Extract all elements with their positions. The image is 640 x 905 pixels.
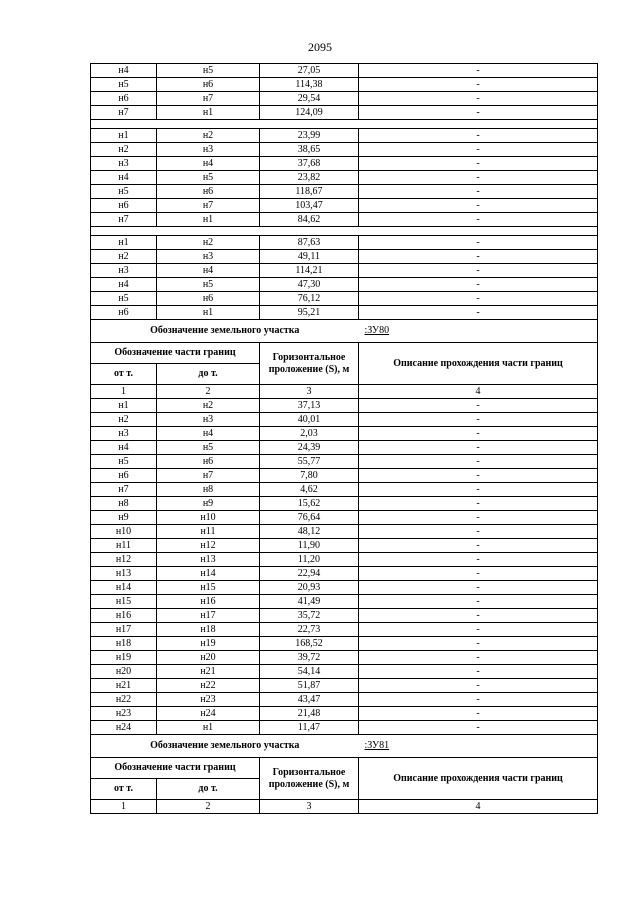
column-number: 3: [260, 800, 359, 814]
description-header: Описание прохождения части границ: [359, 758, 598, 800]
table-row: [91, 399, 598, 413]
table-row: [91, 707, 598, 721]
to-point-cell: н5: [157, 171, 260, 185]
distance-cell: 35,72: [260, 609, 359, 623]
table-row: [91, 278, 598, 292]
column-number: 3: [260, 385, 359, 399]
from-point-cell: н17: [91, 623, 157, 637]
to-point-cell: н16: [157, 595, 260, 609]
from-point-cell: н14: [91, 581, 157, 595]
description-cell: -: [359, 92, 598, 106]
description-cell: -: [359, 595, 598, 609]
column-number: 2: [157, 800, 260, 814]
description-cell: -: [359, 427, 598, 441]
to-point-cell: н15: [157, 581, 260, 595]
to-point-cell: н1: [157, 306, 260, 320]
distance-cell: 29,54: [260, 92, 359, 106]
description-cell: -: [359, 721, 598, 735]
description-cell: -: [359, 171, 598, 185]
description-cell: -: [359, 306, 598, 320]
from-point-cell: н20: [91, 665, 157, 679]
from-point-cell: н6: [91, 306, 157, 320]
parcel-code: :ЗУ81: [359, 735, 598, 758]
distance-cell: 49,11: [260, 250, 359, 264]
distance-cell: 22,94: [260, 567, 359, 581]
parcel-designation-label: Обозначение земельного участка: [91, 735, 359, 758]
spacer-cell: [91, 227, 598, 236]
table-row: [91, 64, 598, 78]
table-row: [91, 525, 598, 539]
table-row: [91, 92, 598, 106]
table-row: [91, 721, 598, 735]
from-point-cell: н4: [91, 278, 157, 292]
distance-cell: 103,47: [260, 199, 359, 213]
distance-cell: 23,99: [260, 129, 359, 143]
table-row: [91, 483, 598, 497]
to-point-cell: н21: [157, 665, 260, 679]
from-point-cell: н5: [91, 78, 157, 92]
parcel-designation-row: [91, 320, 598, 343]
description-cell: -: [359, 143, 598, 157]
from-point-cell: н22: [91, 693, 157, 707]
group-spacer: [91, 227, 598, 236]
distance-cell: 114,21: [260, 264, 359, 278]
description-cell: -: [359, 609, 598, 623]
distance-cell: 47,30: [260, 278, 359, 292]
description-cell: -: [359, 665, 598, 679]
to-point-header: до т.: [157, 779, 260, 800]
distance-cell: 114,38: [260, 78, 359, 92]
parcel-designation-row: [91, 735, 598, 758]
table-row: [91, 497, 598, 511]
to-point-cell: н14: [157, 567, 260, 581]
to-point-cell: н19: [157, 637, 260, 651]
from-point-header: от т.: [91, 364, 157, 385]
to-point-cell: н6: [157, 185, 260, 199]
description-cell: -: [359, 637, 598, 651]
to-point-cell: н5: [157, 64, 260, 78]
table-header-row: [91, 758, 598, 779]
description-cell: -: [359, 707, 598, 721]
parcel-code: :ЗУ80: [359, 320, 598, 343]
distance-cell: 4,62: [260, 483, 359, 497]
table-row: [91, 567, 598, 581]
distance-cell: 22,73: [260, 623, 359, 637]
description-cell: -: [359, 679, 598, 693]
description-cell: -: [359, 539, 598, 553]
from-point-cell: н12: [91, 553, 157, 567]
to-point-cell: н7: [157, 469, 260, 483]
description-cell: -: [359, 264, 598, 278]
table-row: [91, 129, 598, 143]
from-point-cell: н3: [91, 427, 157, 441]
table-row: [91, 511, 598, 525]
from-point-cell: н7: [91, 213, 157, 227]
to-point-cell: н4: [157, 157, 260, 171]
table-row: [91, 623, 598, 637]
description-header: Описание прохождения части границ: [359, 343, 598, 385]
to-point-cell: н7: [157, 199, 260, 213]
distance-cell: 76,64: [260, 511, 359, 525]
from-point-cell: н5: [91, 185, 157, 199]
distance-cell: 2,03: [260, 427, 359, 441]
horizontal-distance-header: Горизонтальное проложение (S), м: [260, 758, 359, 800]
from-point-cell: н10: [91, 525, 157, 539]
description-cell: -: [359, 213, 598, 227]
distance-cell: 118,67: [260, 185, 359, 199]
table-row: [91, 665, 598, 679]
distance-cell: 23,82: [260, 171, 359, 185]
description-cell: -: [359, 292, 598, 306]
description-cell: -: [359, 106, 598, 120]
distance-cell: 37,13: [260, 399, 359, 413]
from-point-cell: н2: [91, 143, 157, 157]
to-point-cell: н9: [157, 497, 260, 511]
to-point-cell: н7: [157, 92, 260, 106]
description-cell: -: [359, 581, 598, 595]
from-point-cell: н15: [91, 595, 157, 609]
table-row: [91, 469, 598, 483]
to-point-cell: н22: [157, 679, 260, 693]
distance-cell: 95,21: [260, 306, 359, 320]
table-row: [91, 609, 598, 623]
to-point-cell: н2: [157, 236, 260, 250]
to-point-cell: н5: [157, 441, 260, 455]
table-row: [91, 553, 598, 567]
distance-cell: 24,39: [260, 441, 359, 455]
to-point-cell: н3: [157, 143, 260, 157]
distance-cell: 15,62: [260, 497, 359, 511]
description-cell: -: [359, 651, 598, 665]
to-point-cell: н11: [157, 525, 260, 539]
to-point-cell: н3: [157, 250, 260, 264]
table-row: [91, 413, 598, 427]
to-point-cell: н1: [157, 213, 260, 227]
from-point-cell: н2: [91, 413, 157, 427]
table-row: [91, 455, 598, 469]
to-point-cell: н5: [157, 278, 260, 292]
from-point-cell: н1: [91, 236, 157, 250]
from-point-cell: н7: [91, 483, 157, 497]
to-point-cell: н1: [157, 106, 260, 120]
description-cell: -: [359, 250, 598, 264]
table-row: [91, 171, 598, 185]
distance-cell: 37,68: [260, 157, 359, 171]
column-number: 2: [157, 385, 260, 399]
distance-cell: 40,01: [260, 413, 359, 427]
from-point-cell: н18: [91, 637, 157, 651]
description-cell: -: [359, 129, 598, 143]
description-cell: -: [359, 64, 598, 78]
to-point-cell: н20: [157, 651, 260, 665]
distance-cell: 38,65: [260, 143, 359, 157]
from-point-header: от т.: [91, 779, 157, 800]
table-row: [91, 427, 598, 441]
to-point-cell: н13: [157, 553, 260, 567]
from-point-cell: н5: [91, 292, 157, 306]
to-point-cell: н23: [157, 693, 260, 707]
table-row: [91, 250, 598, 264]
to-point-cell: н1: [157, 721, 260, 735]
boundary-table: [90, 63, 598, 814]
column-number: 1: [91, 385, 157, 399]
to-point-cell: н12: [157, 539, 260, 553]
parcel-designation-label: Обозначение земельного участка: [91, 320, 359, 343]
distance-cell: 27,05: [260, 64, 359, 78]
distance-cell: 7,80: [260, 469, 359, 483]
from-point-cell: н11: [91, 539, 157, 553]
description-cell: -: [359, 623, 598, 637]
description-cell: -: [359, 497, 598, 511]
description-cell: -: [359, 525, 598, 539]
distance-cell: 124,09: [260, 106, 359, 120]
description-cell: -: [359, 441, 598, 455]
to-point-cell: н6: [157, 455, 260, 469]
from-point-cell: н2: [91, 250, 157, 264]
description-cell: -: [359, 483, 598, 497]
from-point-cell: н1: [91, 399, 157, 413]
description-cell: -: [359, 553, 598, 567]
description-cell: -: [359, 236, 598, 250]
from-point-cell: н21: [91, 679, 157, 693]
table-row: [91, 143, 598, 157]
from-point-cell: н24: [91, 721, 157, 735]
horizontal-distance-header: Горизонтальное проложение (S), м: [260, 343, 359, 385]
distance-cell: 41,49: [260, 595, 359, 609]
from-point-cell: н4: [91, 64, 157, 78]
description-cell: -: [359, 511, 598, 525]
from-point-cell: н16: [91, 609, 157, 623]
description-cell: -: [359, 78, 598, 92]
spacer-cell: [91, 120, 598, 129]
column-number: 4: [359, 385, 598, 399]
table-row: [91, 441, 598, 455]
table-row: [91, 185, 598, 199]
distance-cell: 20,93: [260, 581, 359, 595]
description-cell: -: [359, 567, 598, 581]
distance-cell: 11,47: [260, 721, 359, 735]
from-point-cell: н19: [91, 651, 157, 665]
distance-cell: 51,87: [260, 679, 359, 693]
from-point-cell: н1: [91, 129, 157, 143]
table-row: [91, 581, 598, 595]
from-point-cell: н13: [91, 567, 157, 581]
to-point-cell: н6: [157, 78, 260, 92]
distance-cell: 168,52: [260, 637, 359, 651]
description-cell: -: [359, 185, 598, 199]
description-cell: -: [359, 413, 598, 427]
distance-cell: 11,90: [260, 539, 359, 553]
to-point-cell: н17: [157, 609, 260, 623]
table-row: [91, 693, 598, 707]
description-cell: -: [359, 399, 598, 413]
part-boundary-header: Обозначение части границ: [91, 758, 260, 779]
table-row: [91, 306, 598, 320]
distance-cell: 54,14: [260, 665, 359, 679]
from-point-cell: н9: [91, 511, 157, 525]
table-row: [91, 213, 598, 227]
boundary-table-body: [91, 64, 598, 814]
table-row: [91, 292, 598, 306]
from-point-cell: н6: [91, 199, 157, 213]
table-row: [91, 106, 598, 120]
table-row: [91, 595, 598, 609]
to-point-header: до т.: [157, 364, 260, 385]
description-cell: -: [359, 278, 598, 292]
page-number: 2095: [308, 40, 332, 54]
column-number-row: [91, 800, 598, 814]
distance-cell: 84,62: [260, 213, 359, 227]
table-row: [91, 539, 598, 553]
table-row: [91, 157, 598, 171]
distance-cell: 76,12: [260, 292, 359, 306]
description-cell: -: [359, 469, 598, 483]
distance-cell: 87,63: [260, 236, 359, 250]
table-row: [91, 637, 598, 651]
to-point-cell: н8: [157, 483, 260, 497]
table-row: [91, 199, 598, 213]
description-cell: -: [359, 157, 598, 171]
from-point-cell: н4: [91, 441, 157, 455]
to-point-cell: н2: [157, 129, 260, 143]
to-point-cell: н6: [157, 292, 260, 306]
from-point-cell: н7: [91, 106, 157, 120]
description-cell: -: [359, 455, 598, 469]
description-cell: -: [359, 199, 598, 213]
to-point-cell: н2: [157, 399, 260, 413]
description-cell: -: [359, 693, 598, 707]
from-point-cell: н23: [91, 707, 157, 721]
distance-cell: 55,77: [260, 455, 359, 469]
to-point-cell: н10: [157, 511, 260, 525]
to-point-cell: н4: [157, 427, 260, 441]
to-point-cell: н3: [157, 413, 260, 427]
distance-cell: 43,47: [260, 693, 359, 707]
table-row: [91, 78, 598, 92]
from-point-cell: н6: [91, 469, 157, 483]
column-number: 1: [91, 800, 157, 814]
distance-cell: 48,12: [260, 525, 359, 539]
distance-cell: 21,48: [260, 707, 359, 721]
from-point-cell: н4: [91, 171, 157, 185]
group-spacer: [91, 120, 598, 129]
from-point-cell: н8: [91, 497, 157, 511]
to-point-cell: н24: [157, 707, 260, 721]
from-point-cell: н5: [91, 455, 157, 469]
distance-cell: 39,72: [260, 651, 359, 665]
from-point-cell: н3: [91, 157, 157, 171]
distance-cell: 11,20: [260, 553, 359, 567]
table-row: [91, 236, 598, 250]
table-row: [91, 264, 598, 278]
column-number: 4: [359, 800, 598, 814]
to-point-cell: н18: [157, 623, 260, 637]
part-boundary-header: Обозначение части границ: [91, 343, 260, 364]
from-point-cell: н3: [91, 264, 157, 278]
column-number-row: [91, 385, 598, 399]
table-row: [91, 679, 598, 693]
table-header-row: [91, 343, 598, 364]
from-point-cell: н6: [91, 92, 157, 106]
to-point-cell: н4: [157, 264, 260, 278]
table-row: [91, 651, 598, 665]
